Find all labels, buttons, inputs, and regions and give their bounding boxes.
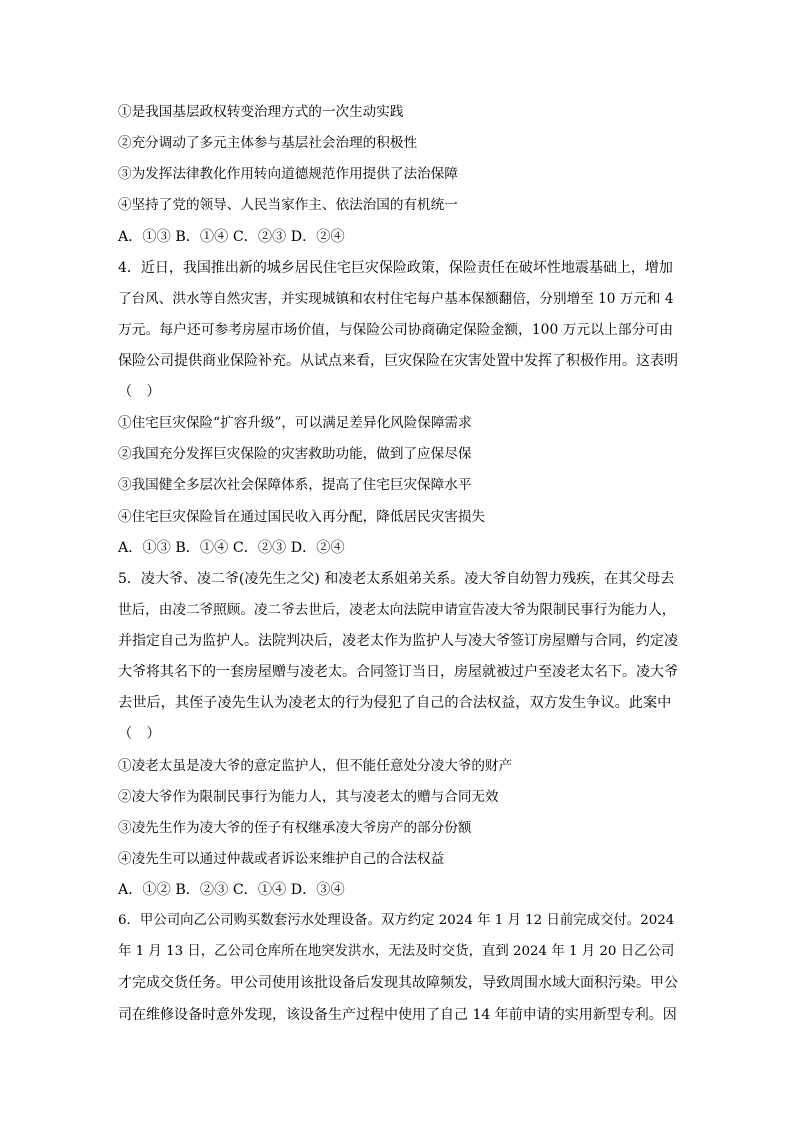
q4-stem-line-1: 4．近日，我国推出新的城乡居民住宅巨灾保险政策，保险责任在破坏性地震基础上，增加 bbox=[118, 260, 673, 276]
q4-answer-choices: A．①③ B．①④ C．②③ D．②④ bbox=[118, 540, 345, 556]
q3-option-3: ③为发挥法律教化作用转向道德规范作用提供了法治保障 bbox=[118, 166, 458, 182]
q5-option-2: ②凌大爷作为限制民事行为能力人，其与凌老太的赠与合同无效 bbox=[118, 789, 499, 805]
q4-option-4: ④住宅巨灾保险旨在通过国民收入再分配，降低居民灾害损失 bbox=[118, 509, 486, 525]
q6-stem-line-4: 司在维修设备时意外发现，该设备生产过程中使用了自己 14 年前申请的实用新型专利。因 bbox=[118, 1007, 677, 1023]
q5-stem-line-5: 去世后，其侄子凌先生认为凌老太的行为侵犯了自己的合法权益，双方发生争议。此案中 bbox=[118, 695, 672, 711]
q6-stem-line-1: 6．甲公司向乙公司购买数套污水处理设备。双方约定 2024 年 1 月 12 日前完成交付。2024 bbox=[118, 913, 675, 928]
q4-option-1: ①住宅巨灾保险“扩容升级”，可以满足差异化风险保障需求 bbox=[118, 415, 472, 431]
q4-stem-line-3: 万元。每户还可参考房屋市场价值，与保险公司协商确定保险金额，100 万元以上部分可由 bbox=[118, 322, 673, 338]
q5-option-4: ④凌先生可以通过仲裁或者诉讼来维护自己的合法权益 bbox=[118, 851, 445, 867]
q5-stem-line-3: 并指定自己为监护人。法院判决后，凌老太作为监护人与凌大爷签订房屋赠与合同，约定凌 bbox=[118, 633, 678, 649]
q4-stem-line-2: 了台风、洪水等自然灾害，并实现城镇和农村住宅每户基本保额翻倍，分别增至 10 万元和 4 bbox=[118, 291, 674, 307]
q5-stem-line-4: 大爷将其名下的一套房屋赠与凌老太。合同签订当日，房屋就被过户至凌老太名下。凌大爷 bbox=[118, 664, 678, 680]
q4-stem-line-4: 保险公司提供商业保险补充。从试点来看，巨灾保险在灾害处置中发挥了积极作用。这表明 bbox=[118, 353, 678, 369]
q5-option-3: ③凌先生作为凌大爷的侄子有权继承凌大爷房产的部分份额 bbox=[118, 820, 472, 836]
q4-option-3: ③我国健全多层次社会保障体系，提高了住宅巨灾保障水平 bbox=[118, 477, 472, 493]
q4-answer-blank: （ ） bbox=[118, 384, 161, 400]
q6-stem-line-2: 年 1 月 13 日，乙公司仓库所在地突发洪水，无法及时交货，直到 2024 年 1 月 20 日乙公司 bbox=[118, 944, 675, 959]
q5-stem-line-2: 世后，由凌二爷照顾。凌二爷去世后，凌老太向法院申请宣告凌大爷为限制民事行为能力人， bbox=[118, 602, 676, 618]
q5-answer-blank: （ ） bbox=[118, 726, 161, 742]
q5-option-1: ①凌老太虽是凌大爷的意定监护人，但不能任意处分凌大爷的财产 bbox=[118, 758, 513, 774]
q5-stem-line-1: 5．凌大爷、凌二爷(凌先生之父) 和凌老太系姐弟关系。凌大爷自幼智力残疾，在其父母去 bbox=[118, 571, 675, 587]
q3-answer-choices: A．①③ B．①④ C．②③ D．②④ bbox=[118, 229, 345, 245]
q3-option-1: ①是我国基层政权转变治理方式的一次生动实践 bbox=[118, 104, 404, 120]
q3-option-2: ②充分调动了多元主体参与基层社会治理的积极性 bbox=[118, 135, 418, 151]
q4-option-2: ②我国充分发挥巨灾保险的灾害救助功能，做到了应保尽保 bbox=[118, 446, 472, 462]
q3-option-4: ④坚持了党的领导、人民当家作主、依法治国的有机统一 bbox=[118, 197, 458, 213]
q5-answer-choices: A．①② B．②③ C．①④ D．③④ bbox=[118, 882, 345, 898]
q6-stem-line-3: 才完成交货任务。甲公司使用该批设备后发现其故障频发，导致周围水域大面积污染。甲公 bbox=[118, 975, 678, 991]
